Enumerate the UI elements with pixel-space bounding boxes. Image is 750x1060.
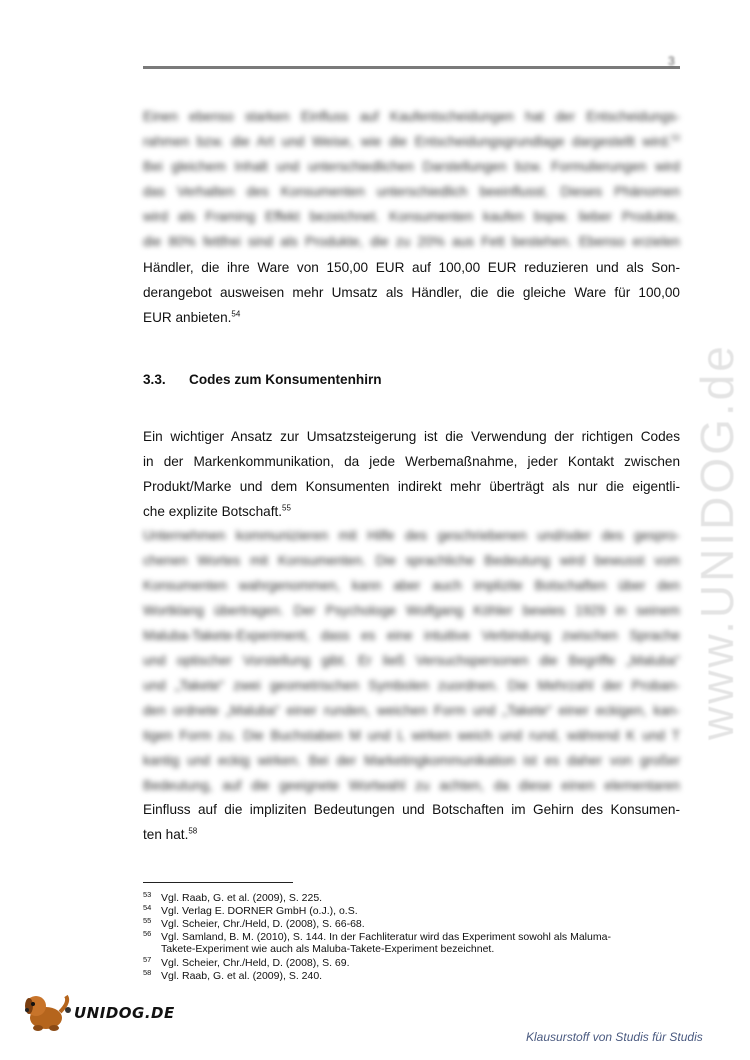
blurred-text-line: chenen Wortes mit Konsumenten. Die sprachliche Bedeutung wird bewusst vom — [143, 553, 680, 568]
blurred-text-line: wird als Framing Effekt bezeichnet. Konsumenten kaufen bspw. lieber Produkte, — [143, 209, 680, 224]
section-number: 3.3. — [143, 372, 166, 387]
blurred-text-line: Bedeutung, auf die geeignete Wortwahl zu achten, da diese einen elementaren — [143, 778, 680, 793]
footnote-ref: 54 — [231, 309, 241, 319]
page-number: 3 — [668, 54, 675, 68]
footnote: 54 Vgl. Verlag E. DORNER GmbH (o.J.), o.S. — [143, 903, 358, 917]
footnote-rule — [143, 882, 293, 883]
section-heading — [143, 372, 382, 387]
tagline: Klausurstoff von Studis für Studis — [526, 1030, 703, 1044]
body-text-line: ten hat.$^{58}$ — [143, 826, 198, 842]
blurred-text-line: Maluba-Takete-Experiment, dass es eine intuitive Verbindung zwischen Sprache — [143, 628, 680, 643]
footnote: 56 Vgl. Samland, B. M. (2010), S. 144. In der Fachliteratur wird das Experiment sowohl als Maluma- Takete-Experiment wie auch als Maluba-Takete-Experiment bezeichnet. — [143, 929, 611, 955]
header-rule — [143, 66, 680, 69]
body-text-line: Händler, die ihre Ware von 150,00 EUR auf 100,00 EUR reduzieren und als Son- — [143, 260, 680, 275]
body-text-line: in der Markenkommunikation, da jede Werbemaßnahme, jeder Kontakt zwischen — [143, 454, 680, 469]
footnote: 53 Vgl. Raab, G. et al. (2009), S. 225. — [143, 890, 323, 904]
blurred-text-line: Konsumenten wahrgenommen, kann aber auch implizite Botschaften über den — [143, 578, 680, 593]
blurred-text-line: Wortklang übertragen. Der Psychologe Wolfgang Köhler bewies 1929 in seinem — [143, 603, 680, 618]
blurred-text-line: tigen Form zu. Die Buchstaben M und L wirken weich und rund, während K und T — [143, 728, 680, 743]
watermark: www.UNIDOG.de — [691, 343, 743, 740]
logo-text: UNIDOG.DE — [74, 1004, 175, 1022]
body-text-line: EUR anbieten.$^{54}$ — [143, 309, 241, 325]
footnote: 58 Vgl. Raab, G. et al. (2009), S. 240. — [143, 968, 323, 982]
logo — [22, 992, 175, 1032]
blurred-text-line: den ordnete „Maluba“ einer runden, weichen Form und „Takete“ einer eckigen, kan- — [143, 703, 680, 718]
footnote: 57 Vgl. Scheier, Chr./Held, D. (2008), S. 69. — [143, 955, 350, 969]
footnote-ref: 55 — [282, 503, 291, 513]
blurred-text-line: und „Takete“ zwei geometrischen Symbolen zuordnen. Die Mehrzahl der Proban- — [143, 678, 680, 693]
blurred-text-line: Unternehmen kommunizieren mit Hilfe des geschriebenen und/oder des gespro- — [143, 528, 680, 543]
body-text-line: che explizite Botschaft.$^{55}$ — [143, 503, 291, 519]
blurred-text-line: die 80% fettfrei sind als Produkte, die zu 20% aus Fett bestehen. Ebenso erzielen — [143, 234, 680, 249]
blurred-text-line: Bei gleichem Inhalt und unterschiedlichen Darstellungen bzw. Formulierungen wird — [143, 159, 680, 174]
dog-mascot-icon — [22, 992, 74, 1032]
section-title: Codes zum Konsumentenhirn — [189, 372, 382, 387]
blurred-text-line: Einen ebenso starken Einfluss auf Kaufentscheidungen hat der Entscheidungs- — [143, 109, 680, 124]
body-text-line: derangebot ausweisen mehr Umsatz als Händler, die die gleiche Ware für 100,00 — [143, 285, 680, 300]
footnote-ref: 58 — [188, 826, 198, 836]
body-text-line: Einfluss auf die impliziten Bedeutungen und Botschaften im Gehirn des Konsumen- — [143, 802, 680, 817]
footnote: 55 Vgl. Scheier, Chr./Held, D. (2008), S. 66-68. — [143, 916, 365, 930]
body-text-line: Ein wichtiger Ansatz zur Umsatzsteigerung ist die Verwendung der richtigen Codes — [143, 429, 680, 444]
body-text-line: Produkt/Marke und dem Konsumenten indirekt mehr überträgt als nur die eigentli- — [143, 479, 680, 494]
blurred-text-line: rahmen bzw. die Art und Weise, wie die Entscheidungsgrundlage dargestellt wird.$^{53}$ — [143, 133, 680, 149]
blurred-text-line: und optischer Vorstellung gibt. Er ließ Versuchspersonen die Begriffe „Maluba“ — [143, 653, 680, 668]
blurred-text-line: das Verhalten des Konsumenten unterschiedlich beeinflusst. Dieses Phänomen — [143, 184, 680, 199]
blurred-text-line: kantig und eckig wirken. Bei der Marketingkommunikation ist es daher von großer — [143, 753, 680, 768]
